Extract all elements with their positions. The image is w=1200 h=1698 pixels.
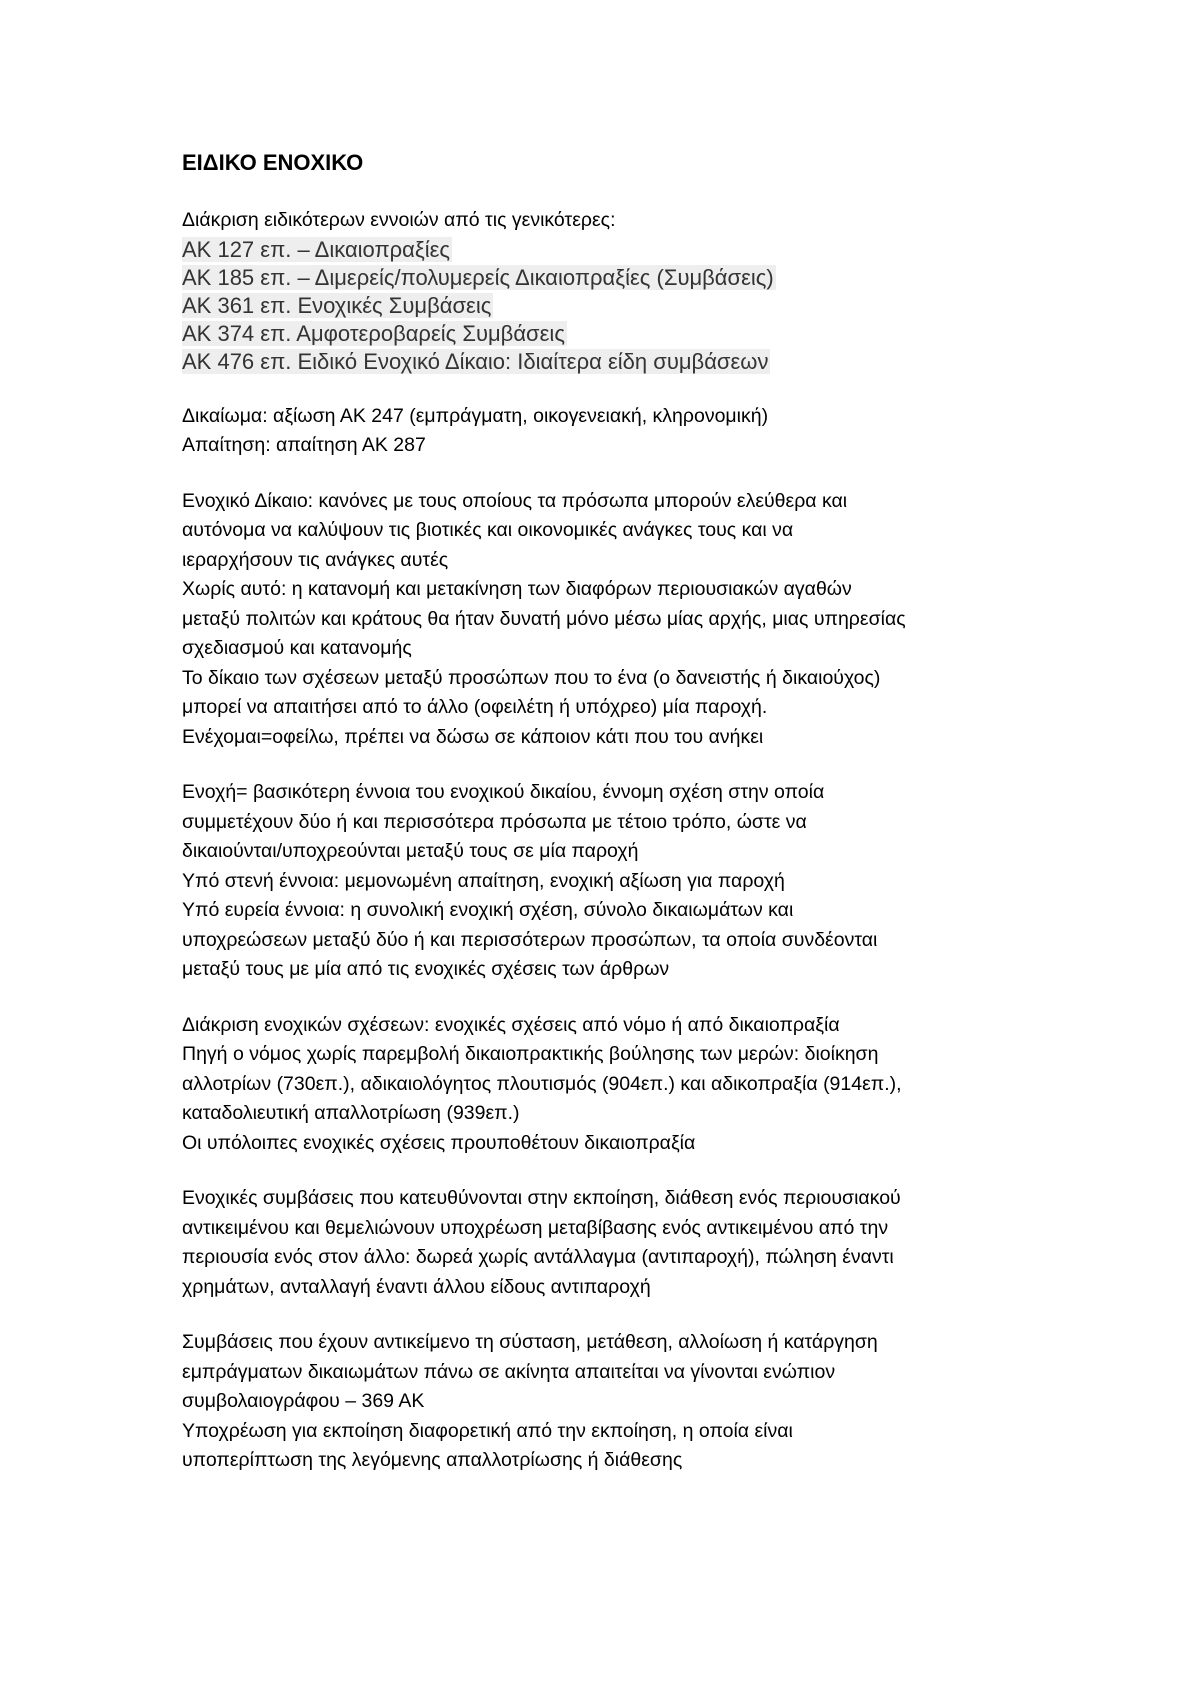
reference-line: ΑΚ 185 επ. – Διμερείς/πολυμερείς Δικαιοπραξίες (Συμβάσεις)	[182, 264, 774, 290]
text-line: Οι υπόλοιπες ενοχικές σχέσεις προυποθέτουν δικαιοπραξία	[182, 1131, 696, 1154]
text-line: αντικειμένου και θεμελιώνουν υποχρέωση μεταβίβασης ενός αντικειμένου από την	[182, 1216, 889, 1239]
reference-line: ΑΚ 361 επ. Ενοχικές Συμβάσεις	[182, 292, 492, 318]
text-line: καταδολιευτική απαλλοτρίωση (939επ.)	[182, 1102, 520, 1124]
text-line: Απαίτηση: απαίτηση ΑΚ 287	[182, 434, 426, 456]
text-line: Ενοχή= βασικότερη έννοια του ενοχικού δικαίου, έννομη σχέση στην οποία	[182, 781, 825, 803]
text-line: Ενέχομαι=οφείλω, πρέπει να δώσω σε κάποιον κάτι που του ανήκει	[182, 725, 764, 748]
text-line: εμπράγματων δικαιωμάτων πάνω σε ακίνητα απαιτείται να γίνονται ενώπιον	[182, 1360, 836, 1383]
reference-line: ΑΚ 476 επ. Ειδικό Ενοχικό Δίκαιο: Ιδιαίτερα είδη συμβάσεων	[182, 348, 769, 374]
obligation-classification-section	[182, 1011, 1042, 1159]
real-rights-contracts-section	[182, 1328, 1042, 1476]
text-line: μεταξύ πολιτών και κράτους θα ήταν δυνατή μόνο μέσω μίας αρχής, μιας υπηρεσίας	[182, 607, 906, 630]
text-line: αλλοτρίων (730επ.), αδικαιολόγητος πλουτισμός (904επ.) και αδικοπραξία (914επ.),	[182, 1072, 902, 1095]
text-line: Διάκριση ενοχικών σχέσεων: ενοχικές σχέσεις από νόμο ή από δικαιοπραξία	[182, 1013, 840, 1036]
text-line: περιουσία ενός στον άλλο: δωρεά χωρίς αντάλλαγμα (αντιπαροχή), πώληση έναντι	[182, 1246, 894, 1268]
text-line: Πηγή ο νόμος χωρίς παρεμβολή δικαιοπρακτικής βούλησης των μερών: διοίκηση	[182, 1043, 879, 1065]
text-line: αυτόνομα να καλύψουν τις βιοτικές και οικονομικές ανάγκες τους και να	[182, 519, 794, 541]
text-line: υποχρεώσεων μεταξύ δύο ή και περισσότερων προσώπων, τα οποία συνδέονται	[182, 928, 878, 951]
law-of-obligations-section	[182, 487, 1042, 753]
document-body	[182, 148, 1042, 1502]
text-line: δικαιούνται/υποχρεούνται μεταξύ τους σε μία παροχή	[182, 840, 639, 862]
text-line: Ενοχικές συμβάσεις που κατευθύνονται στην εκποίηση, διάθεση ενός περιουσιακού	[182, 1187, 901, 1209]
text-line: Χωρίς αυτό: η κατανομή και μετακίνηση των διαφόρων περιουσιακών αγαθών	[182, 578, 852, 600]
text-line: Ενοχικό Δίκαιο: κανόνες με τους οποίους τα πρόσωπα μπορούν ελεύθερα και	[182, 489, 848, 512]
text-line: υποπερίπτωση της λεγόμενης απαλλοτρίωσης ή διάθεσης	[182, 1449, 683, 1471]
text-line: μεταξύ τους με μία από τις ενοχικές σχέσεις των άρθρων	[182, 958, 670, 980]
text-line: Υπό στενή έννοια: μεμονωμένη απαίτηση, ενοχική αξίωση για παροχή	[182, 869, 785, 892]
text-line: συμμετέχουν δύο ή και περισσότερα πρόσωπα με τέτοιο τρόπο, ώστε να	[182, 810, 807, 833]
text-line: Δικαίωμα: αξίωση ΑΚ 247 (εμπράγματη, οικογενειακή, κληρονομική)	[182, 404, 769, 427]
reference-line: ΑΚ 374 επ. Αμφοτεροβαρείς Συμβάσεις	[182, 320, 565, 346]
text-line: Υποχρέωση για εκποίηση διαφορετική από την εκποίηση, η οποία είναι	[182, 1419, 793, 1442]
reference-line: ΑΚ 127 επ. – Δικαιοπραξίες	[182, 236, 451, 262]
obligation-definition-section	[182, 778, 1042, 985]
text-line: χρημάτων, ανταλλαγή έναντι άλλου είδους αντιπαροχή	[182, 1275, 651, 1298]
intro-heading: Διάκριση ειδικότερων εννοιών από τις γενικότερες:	[182, 209, 616, 231]
text-line: συμβολαιογράφου – 369 ΑΚ	[182, 1390, 425, 1412]
text-line: μπορεί να απαιτήσει από το άλλο (οφειλέτη ή υπόχρεο) μία παροχή.	[182, 696, 768, 718]
text-line: σχεδιασμού και κατανομής	[182, 637, 412, 659]
text-line: ιεραρχήσουν τις ανάγκες αυτές	[182, 548, 449, 571]
intro-section	[182, 206, 1042, 376]
rights-claims-section	[182, 402, 1042, 461]
text-line: Το δίκαιο των σχέσεων μεταξύ προσώπων που το ένα (ο δανειστής ή δικαιούχος)	[182, 666, 881, 689]
document-title: ΕΙΔΙΚΟ ΕΝΟΧΙΚΟ	[182, 150, 364, 175]
text-line: Υπό ευρεία έννοια: η συνολική ενοχική σχέση, σύνολο δικαιωμάτων και	[182, 899, 794, 921]
disposal-contracts-section	[182, 1184, 1042, 1302]
text-line: Συμβάσεις που έχουν αντικείμενο τη σύσταση, μετάθεση, αλλοίωση ή κατάργηση	[182, 1331, 878, 1353]
